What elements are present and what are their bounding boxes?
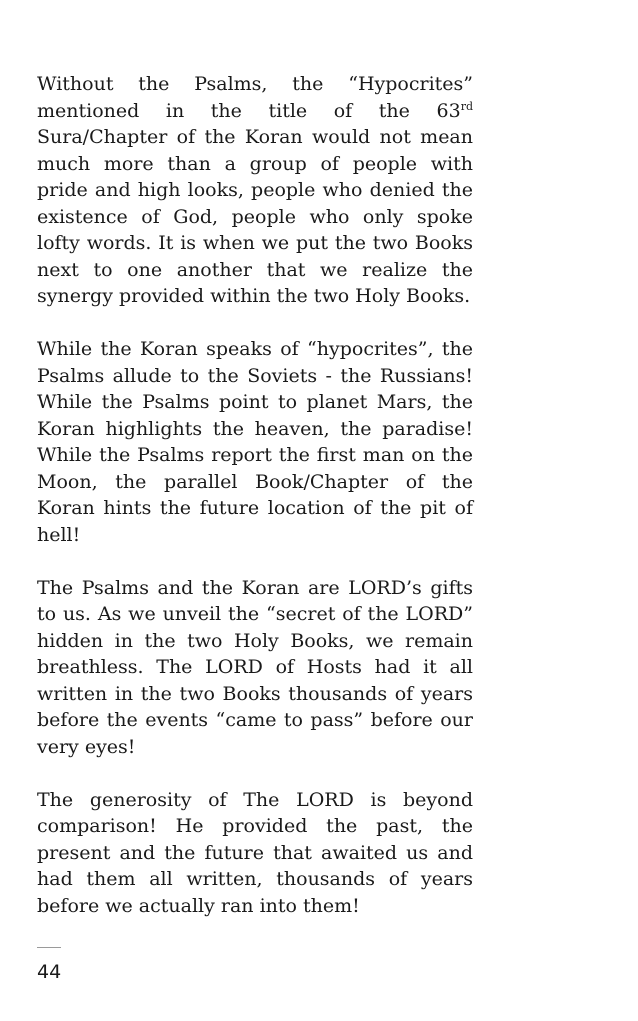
page-number: 44 bbox=[37, 961, 62, 983]
body-text bbox=[37, 71, 473, 946]
ordinal-superscript: rd bbox=[460, 99, 473, 113]
paragraph-1 bbox=[37, 71, 473, 310]
footer-rule bbox=[37, 947, 61, 948]
paragraph-1-text: Without the Psalms, the “Hypocrites” mentioned in the title of the 63 bbox=[37, 73, 473, 122]
paragraph-3: The Psalms and the Koran are LORD’s gifts to us. As we unveil the “secret of the LORD” hidden in the two Holy Books, we remain breathless. The LORD of Hosts had it all written in the two Books thousands of years before the events “came to pass” before our very eyes! bbox=[37, 576, 473, 758]
paragraph-1-text-continued: Sura/Chapter of the Koran would not mean much more than a group of people with pride and high looks, people who denied the existence of God, people who only spoke lofty words. It is when we put the two Books next to one another that we realize the synergy provided within the two Holy Books. bbox=[37, 126, 473, 307]
paragraph-4: The generosity of The LORD is beyond comparison! He provided the past, the present and the future that awaited us and had them all written, thousands of years before we actually ran into them! bbox=[37, 788, 473, 917]
paragraph-2: While the Koran speaks of “hypocrites”, the Psalms allude to the Soviets - the Russians! While the Psalms point to planet Mars, the Koran highlights the heaven, the paradise! While the Psalms report the first man on the Moon, the parallel Book/Chapter of the Koran hints the future location of the pit of hell! bbox=[37, 338, 473, 546]
